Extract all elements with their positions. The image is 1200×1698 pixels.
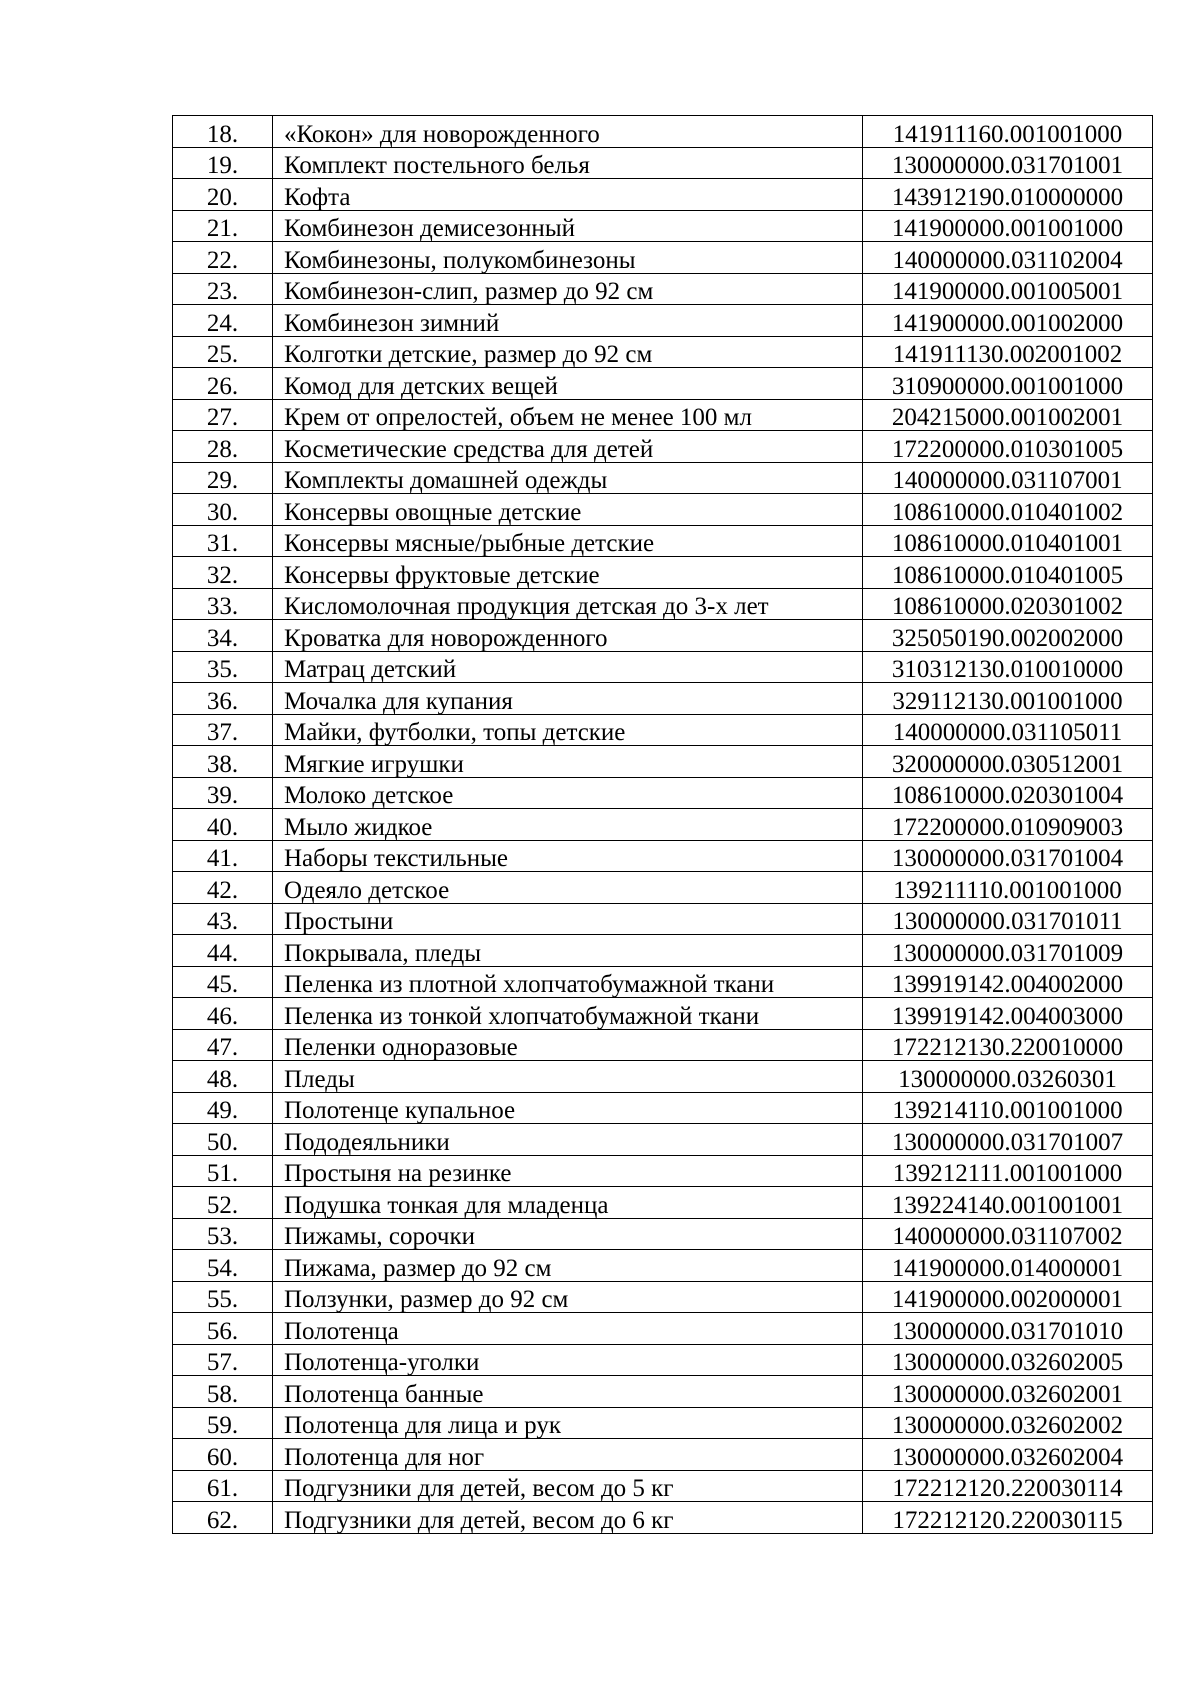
item-name-cell: Консервы мясные/рыбные детские	[273, 525, 863, 557]
item-code-cell: 310312130.010010000	[863, 651, 1153, 683]
row-number-cell: 28.	[173, 431, 273, 463]
row-number-cell: 45.	[173, 966, 273, 998]
table-row	[173, 620, 1153, 652]
row-number-cell: 19.	[173, 147, 273, 179]
row-number-cell: 35.	[173, 651, 273, 683]
item-code-cell: 141900000.002000001	[863, 1281, 1153, 1313]
item-name-cell: Подушка тонкая для младенца	[273, 1187, 863, 1219]
table-row	[173, 1061, 1153, 1093]
item-name-cell: Кроватка для новорожденного	[273, 620, 863, 652]
table-row	[173, 683, 1153, 715]
item-code-cell: 172212120.220030114	[863, 1470, 1153, 1502]
item-name-cell: Мягкие игрушки	[273, 746, 863, 778]
item-code-cell: 130000000.032602004	[863, 1439, 1153, 1471]
table-row	[173, 1155, 1153, 1187]
item-name-cell: Косметические средства для детей	[273, 431, 863, 463]
item-code-cell: 140000000.031107001	[863, 462, 1153, 494]
item-name-cell: Молоко детское	[273, 777, 863, 809]
row-number-cell: 38.	[173, 746, 273, 778]
row-number-cell: 31.	[173, 525, 273, 557]
table-row	[173, 1092, 1153, 1124]
row-number-cell: 55.	[173, 1281, 273, 1313]
item-name-cell: Консервы овощные детские	[273, 494, 863, 526]
item-name-cell: Полотенца для ног	[273, 1439, 863, 1471]
table-row	[173, 998, 1153, 1030]
table-row	[173, 746, 1153, 778]
item-name-cell: Простыни	[273, 903, 863, 935]
row-number-cell: 30.	[173, 494, 273, 526]
item-name-cell: Полотенца	[273, 1313, 863, 1345]
row-number-cell: 39.	[173, 777, 273, 809]
row-number-cell: 34.	[173, 620, 273, 652]
row-number-cell: 26.	[173, 368, 273, 400]
table-row	[173, 935, 1153, 967]
row-number-cell: 62.	[173, 1502, 273, 1534]
item-name-cell: Пижама, размер до 92 см	[273, 1250, 863, 1282]
item-code-cell: 130000000.031701001	[863, 147, 1153, 179]
item-name-cell: Комод для детских вещей	[273, 368, 863, 400]
item-name-cell: «Кокон» для новорожденного	[273, 116, 863, 148]
row-number-cell: 57.	[173, 1344, 273, 1376]
row-number-cell: 47.	[173, 1029, 273, 1061]
item-code-cell: 172200000.010909003	[863, 809, 1153, 841]
item-code-cell: 108610000.010401001	[863, 525, 1153, 557]
item-code-cell: 141900000.001005001	[863, 273, 1153, 305]
item-code-cell: 310900000.001001000	[863, 368, 1153, 400]
table-row	[173, 1439, 1153, 1471]
item-code-cell: 139211110.001001000	[863, 872, 1153, 904]
item-name-cell: Полотенце купальное	[273, 1092, 863, 1124]
item-name-cell: Комбинезоны, полукомбинезоны	[273, 242, 863, 274]
table-row	[173, 903, 1153, 935]
row-number-cell: 32.	[173, 557, 273, 589]
row-number-cell: 27.	[173, 399, 273, 431]
table-row	[173, 1313, 1153, 1345]
row-number-cell: 41.	[173, 840, 273, 872]
row-number-cell: 44.	[173, 935, 273, 967]
row-number-cell: 56.	[173, 1313, 273, 1345]
item-code-cell: 130000000.032602002	[863, 1407, 1153, 1439]
item-code-cell: 139214110.001001000	[863, 1092, 1153, 1124]
table-row	[173, 1281, 1153, 1313]
row-number-cell: 60.	[173, 1439, 273, 1471]
table-row	[173, 777, 1153, 809]
item-name-cell: Мочалка для купания	[273, 683, 863, 715]
table-row	[173, 525, 1153, 557]
item-name-cell: Наборы текстильные	[273, 840, 863, 872]
table-row	[173, 1218, 1153, 1250]
item-name-cell: Полотенца для лица и рук	[273, 1407, 863, 1439]
item-name-cell: Простыня на резинке	[273, 1155, 863, 1187]
table-row	[173, 210, 1153, 242]
table-row	[173, 1407, 1153, 1439]
item-code-cell: 172212120.220030115	[863, 1502, 1153, 1534]
item-code-cell: 329112130.001001000	[863, 683, 1153, 715]
table-row	[173, 1187, 1153, 1219]
table-row	[173, 557, 1153, 589]
table-row	[173, 588, 1153, 620]
row-number-cell: 33.	[173, 588, 273, 620]
item-code-cell: 172212130.220010000	[863, 1029, 1153, 1061]
item-code-cell: 325050190.002002000	[863, 620, 1153, 652]
table-row	[173, 809, 1153, 841]
table-row	[173, 116, 1153, 148]
table-row	[173, 714, 1153, 746]
row-number-cell: 29.	[173, 462, 273, 494]
item-code-cell: 139212111.001001000	[863, 1155, 1153, 1187]
row-number-cell: 54.	[173, 1250, 273, 1282]
row-number-cell: 58.	[173, 1376, 273, 1408]
item-name-cell: Пододеяльники	[273, 1124, 863, 1156]
row-number-cell: 61.	[173, 1470, 273, 1502]
item-name-cell: Пеленка из плотной хлопчатобумажной ткани	[273, 966, 863, 998]
item-code-cell: 141900000.014000001	[863, 1250, 1153, 1282]
table-row	[173, 147, 1153, 179]
table-row	[173, 179, 1153, 211]
item-name-cell: Комбинезон-слип, размер до 92 см	[273, 273, 863, 305]
row-number-cell: 23.	[173, 273, 273, 305]
row-number-cell: 48.	[173, 1061, 273, 1093]
item-name-cell: Мыло жидкое	[273, 809, 863, 841]
item-code-cell: 130000000.031701011	[863, 903, 1153, 935]
item-name-cell: Майки, футболки, топы детские	[273, 714, 863, 746]
item-code-cell: 141911130.002001002	[863, 336, 1153, 368]
row-number-cell: 59.	[173, 1407, 273, 1439]
table-row	[173, 840, 1153, 872]
item-name-cell: Комплект постельного белья	[273, 147, 863, 179]
table-row	[173, 966, 1153, 998]
row-number-cell: 24.	[173, 305, 273, 337]
item-code-cell: 141911160.001001000	[863, 116, 1153, 148]
item-name-cell: Кофта	[273, 179, 863, 211]
item-name-cell: Пеленки одноразовые	[273, 1029, 863, 1061]
item-name-cell: Полотенца-уголки	[273, 1344, 863, 1376]
item-code-cell: 204215000.001002001	[863, 399, 1153, 431]
item-name-cell: Пижамы, сорочки	[273, 1218, 863, 1250]
item-code-cell: 143912190.010000000	[863, 179, 1153, 211]
item-name-cell: Крем от опрелостей, объем не менее 100 мл	[273, 399, 863, 431]
item-code-cell: 130000000.032602005	[863, 1344, 1153, 1376]
item-name-cell: Комбинезон демисезонный	[273, 210, 863, 242]
item-code-cell: 139919142.004003000	[863, 998, 1153, 1030]
item-code-cell: 139224140.001001001	[863, 1187, 1153, 1219]
item-code-cell: 320000000.030512001	[863, 746, 1153, 778]
item-name-cell: Подгузники для детей, весом до 5 кг	[273, 1470, 863, 1502]
item-code-cell: 108610000.020301004	[863, 777, 1153, 809]
item-code-cell: 130000000.031701004	[863, 840, 1153, 872]
table-row	[173, 399, 1153, 431]
item-code-cell: 172200000.010301005	[863, 431, 1153, 463]
table-row	[173, 1376, 1153, 1408]
row-number-cell: 22.	[173, 242, 273, 274]
item-name-cell: Одеяло детское	[273, 872, 863, 904]
table-row	[173, 305, 1153, 337]
item-code-cell: 108610000.010401002	[863, 494, 1153, 526]
table-row	[173, 462, 1153, 494]
item-code-cell: 130000000.031701009	[863, 935, 1153, 967]
item-name-cell: Пеленка из тонкой хлопчатобумажной ткани	[273, 998, 863, 1030]
item-name-cell: Покрывала, пледы	[273, 935, 863, 967]
table-row	[173, 872, 1153, 904]
item-code-cell: 140000000.031105011	[863, 714, 1153, 746]
item-code-cell: 141900000.001002000	[863, 305, 1153, 337]
table-row	[173, 1344, 1153, 1376]
row-number-cell: 20.	[173, 179, 273, 211]
table-row	[173, 1470, 1153, 1502]
item-code-cell: 108610000.020301002	[863, 588, 1153, 620]
row-number-cell: 43.	[173, 903, 273, 935]
row-number-cell: 42.	[173, 872, 273, 904]
item-code-cell: 108610000.010401005	[863, 557, 1153, 589]
table-body	[173, 116, 1153, 1534]
item-name-cell: Подгузники для детей, весом до 6 кг	[273, 1502, 863, 1534]
table-row	[173, 651, 1153, 683]
table-row	[173, 242, 1153, 274]
item-code-cell: 130000000.031701010	[863, 1313, 1153, 1345]
item-code-cell: 130000000.032602001	[863, 1376, 1153, 1408]
table-row	[173, 431, 1153, 463]
row-number-cell: 53.	[173, 1218, 273, 1250]
table-row	[173, 368, 1153, 400]
table-row	[173, 494, 1153, 526]
row-number-cell: 40.	[173, 809, 273, 841]
item-name-cell: Пледы	[273, 1061, 863, 1093]
row-number-cell: 36.	[173, 683, 273, 715]
table-row	[173, 1029, 1153, 1061]
item-code-cell: 139919142.004002000	[863, 966, 1153, 998]
item-name-cell: Колготки детские, размер до 92 см	[273, 336, 863, 368]
item-name-cell: Комплекты домашней одежды	[273, 462, 863, 494]
row-number-cell: 37.	[173, 714, 273, 746]
table-row	[173, 1250, 1153, 1282]
table-row	[173, 1502, 1153, 1534]
item-code-cell: 130000000.03260301	[863, 1061, 1153, 1093]
row-number-cell: 51.	[173, 1155, 273, 1187]
item-name-cell: Комбинезон зимний	[273, 305, 863, 337]
table-row	[173, 336, 1153, 368]
row-number-cell: 49.	[173, 1092, 273, 1124]
row-number-cell: 18.	[173, 116, 273, 148]
row-number-cell: 52.	[173, 1187, 273, 1219]
item-code-cell: 140000000.031102004	[863, 242, 1153, 274]
item-name-cell: Полотенца банные	[273, 1376, 863, 1408]
item-name-cell: Кисломолочная продукция детская до 3-х лет	[273, 588, 863, 620]
row-number-cell: 25.	[173, 336, 273, 368]
item-code-cell: 140000000.031107002	[863, 1218, 1153, 1250]
product-codes-table	[172, 115, 1153, 1534]
row-number-cell: 50.	[173, 1124, 273, 1156]
table-row	[173, 273, 1153, 305]
table-row	[173, 1124, 1153, 1156]
item-name-cell: Ползунки, размер до 92 см	[273, 1281, 863, 1313]
item-name-cell: Консервы фруктовые детские	[273, 557, 863, 589]
row-number-cell: 21.	[173, 210, 273, 242]
item-name-cell: Матрац детский	[273, 651, 863, 683]
item-code-cell: 130000000.031701007	[863, 1124, 1153, 1156]
row-number-cell: 46.	[173, 998, 273, 1030]
item-code-cell: 141900000.001001000	[863, 210, 1153, 242]
